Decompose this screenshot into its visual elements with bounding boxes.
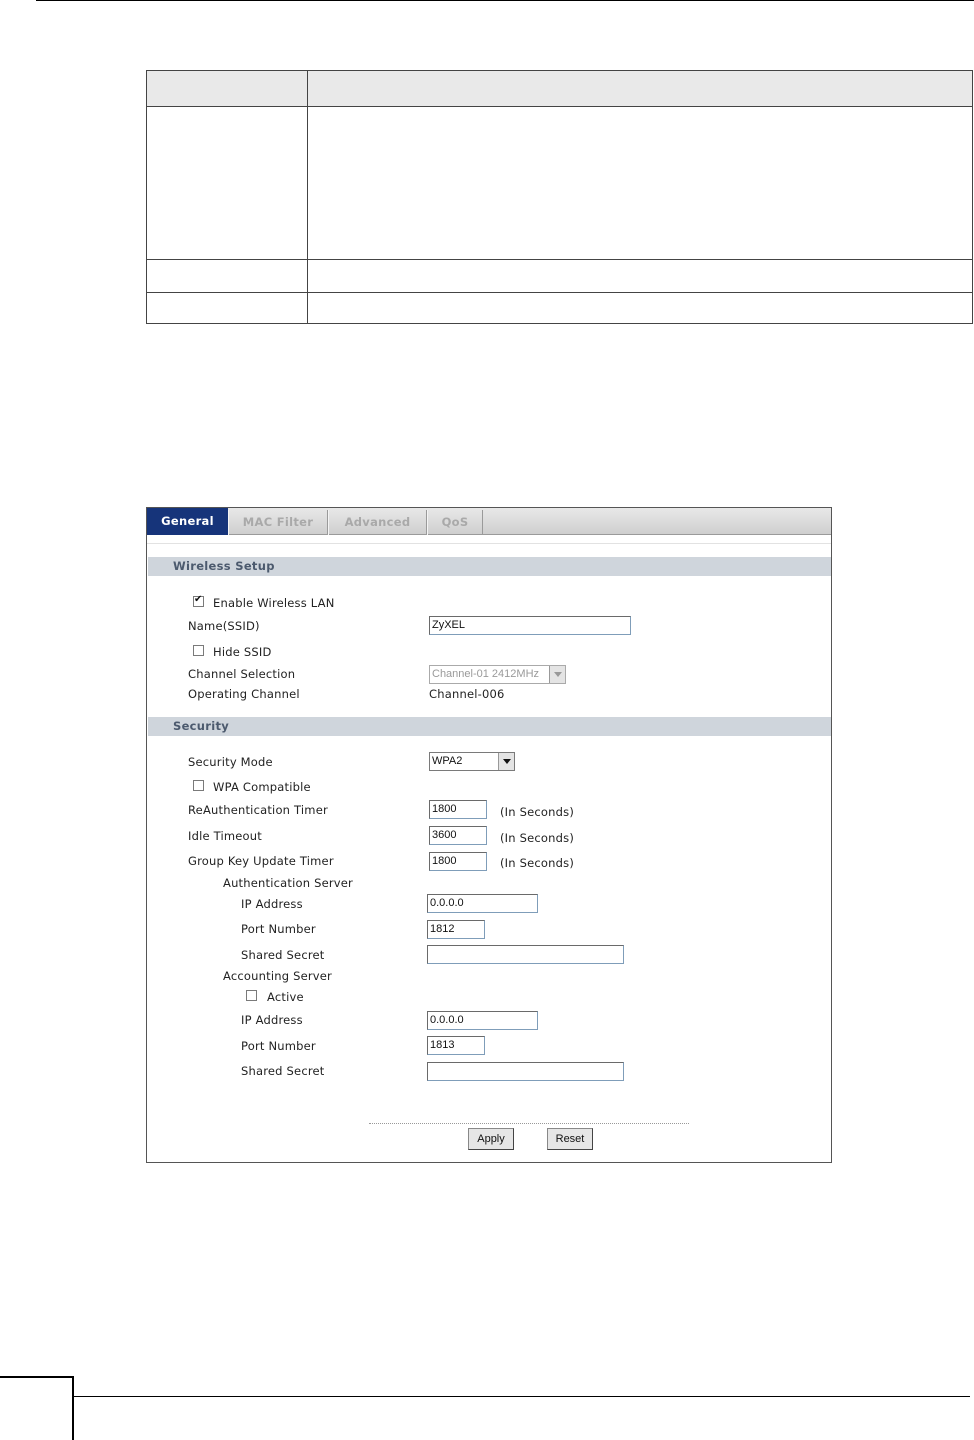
- table-header-row: [147, 71, 972, 107]
- table-column-divider: [307, 71, 308, 323]
- button-divider: [369, 1123, 689, 1124]
- reset-button[interactable]: Reset: [547, 1128, 593, 1150]
- tab-mac-filter[interactable]: MAC Filter: [228, 510, 328, 535]
- reauth-timer-label: ReAuthentication Timer: [188, 803, 328, 817]
- operating-channel-value: Channel-006: [429, 687, 505, 701]
- group-key-timer-input[interactable]: 1800: [429, 852, 487, 871]
- table-row-divider: [147, 259, 972, 260]
- channel-selection-select[interactable]: [429, 665, 566, 684]
- tab-advanced[interactable]: Advanced: [328, 510, 427, 535]
- acct-secret-input[interactable]: [427, 1062, 624, 1081]
- idle-timeout-label: Idle Timeout: [188, 829, 262, 843]
- tab-general[interactable]: General: [147, 508, 228, 535]
- enable-wireless-lan-checkbox[interactable]: [193, 596, 204, 607]
- section-security: Security: [148, 717, 831, 736]
- tab-bar: [147, 508, 831, 535]
- acct-ip-label: IP Address: [241, 1013, 303, 1027]
- divider: [147, 543, 831, 544]
- group-key-timer-label: Group Key Update Timer: [188, 854, 334, 868]
- auth-secret-label: Shared Secret: [241, 948, 325, 962]
- channel-selection-value: Channel-01 2412MHz: [432, 668, 540, 680]
- acct-port-label: Port Number: [241, 1039, 316, 1053]
- group-key-timer-unit: (In Seconds): [500, 856, 575, 870]
- auth-ip-label: IP Address: [241, 897, 303, 911]
- chevron-down-icon: [498, 753, 514, 770]
- security-mode-value: WPA2: [432, 755, 463, 767]
- acct-active-label: Active: [267, 990, 304, 1004]
- footer-rule: [74, 1396, 970, 1397]
- ssid-label: Name(SSID): [188, 619, 260, 633]
- idle-timeout-input[interactable]: 3600: [429, 826, 487, 845]
- auth-port-input[interactable]: 1812: [427, 920, 485, 939]
- auth-server-title: Authentication Server: [223, 876, 353, 890]
- auth-ip-input[interactable]: 0.0.0.0: [427, 894, 538, 913]
- wireless-general-screen: [146, 507, 832, 1163]
- wpa-compatible-checkbox[interactable]: [193, 780, 204, 791]
- ssid-input[interactable]: ZyXEL: [429, 616, 631, 635]
- hide-ssid-label: Hide SSID: [213, 645, 272, 659]
- tab-qos[interactable]: QoS: [427, 510, 483, 535]
- apply-button[interactable]: Apply: [468, 1128, 514, 1150]
- auth-secret-input[interactable]: [427, 945, 624, 964]
- acct-ip-input[interactable]: 0.0.0.0: [427, 1011, 538, 1030]
- hide-ssid-checkbox[interactable]: [193, 645, 204, 656]
- reauth-timer-input[interactable]: 1800: [429, 800, 487, 819]
- acct-active-checkbox[interactable]: [246, 990, 257, 1001]
- enable-wireless-lan-label: Enable Wireless LAN: [213, 596, 335, 610]
- acct-port-input[interactable]: 1813: [427, 1036, 485, 1055]
- operating-channel-label: Operating Channel: [188, 687, 300, 701]
- security-mode-label: Security Mode: [188, 755, 273, 769]
- channel-selection-label: Channel Selection: [188, 667, 296, 681]
- security-mode-select[interactable]: [429, 752, 515, 771]
- table-row-divider: [147, 292, 972, 293]
- section-wireless-setup: Wireless Setup: [148, 557, 831, 576]
- auth-port-label: Port Number: [241, 922, 316, 936]
- acct-secret-label: Shared Secret: [241, 1064, 325, 1078]
- field-description-table: [146, 70, 973, 324]
- acct-server-title: Accounting Server: [223, 969, 332, 983]
- chevron-down-icon: [549, 666, 565, 683]
- wpa-compatible-label: WPA Compatible: [213, 780, 311, 794]
- page-number-box: [0, 1376, 74, 1440]
- header-rule: [36, 0, 974, 1]
- reauth-timer-unit: (In Seconds): [500, 805, 575, 819]
- idle-timeout-unit: (In Seconds): [500, 831, 575, 845]
